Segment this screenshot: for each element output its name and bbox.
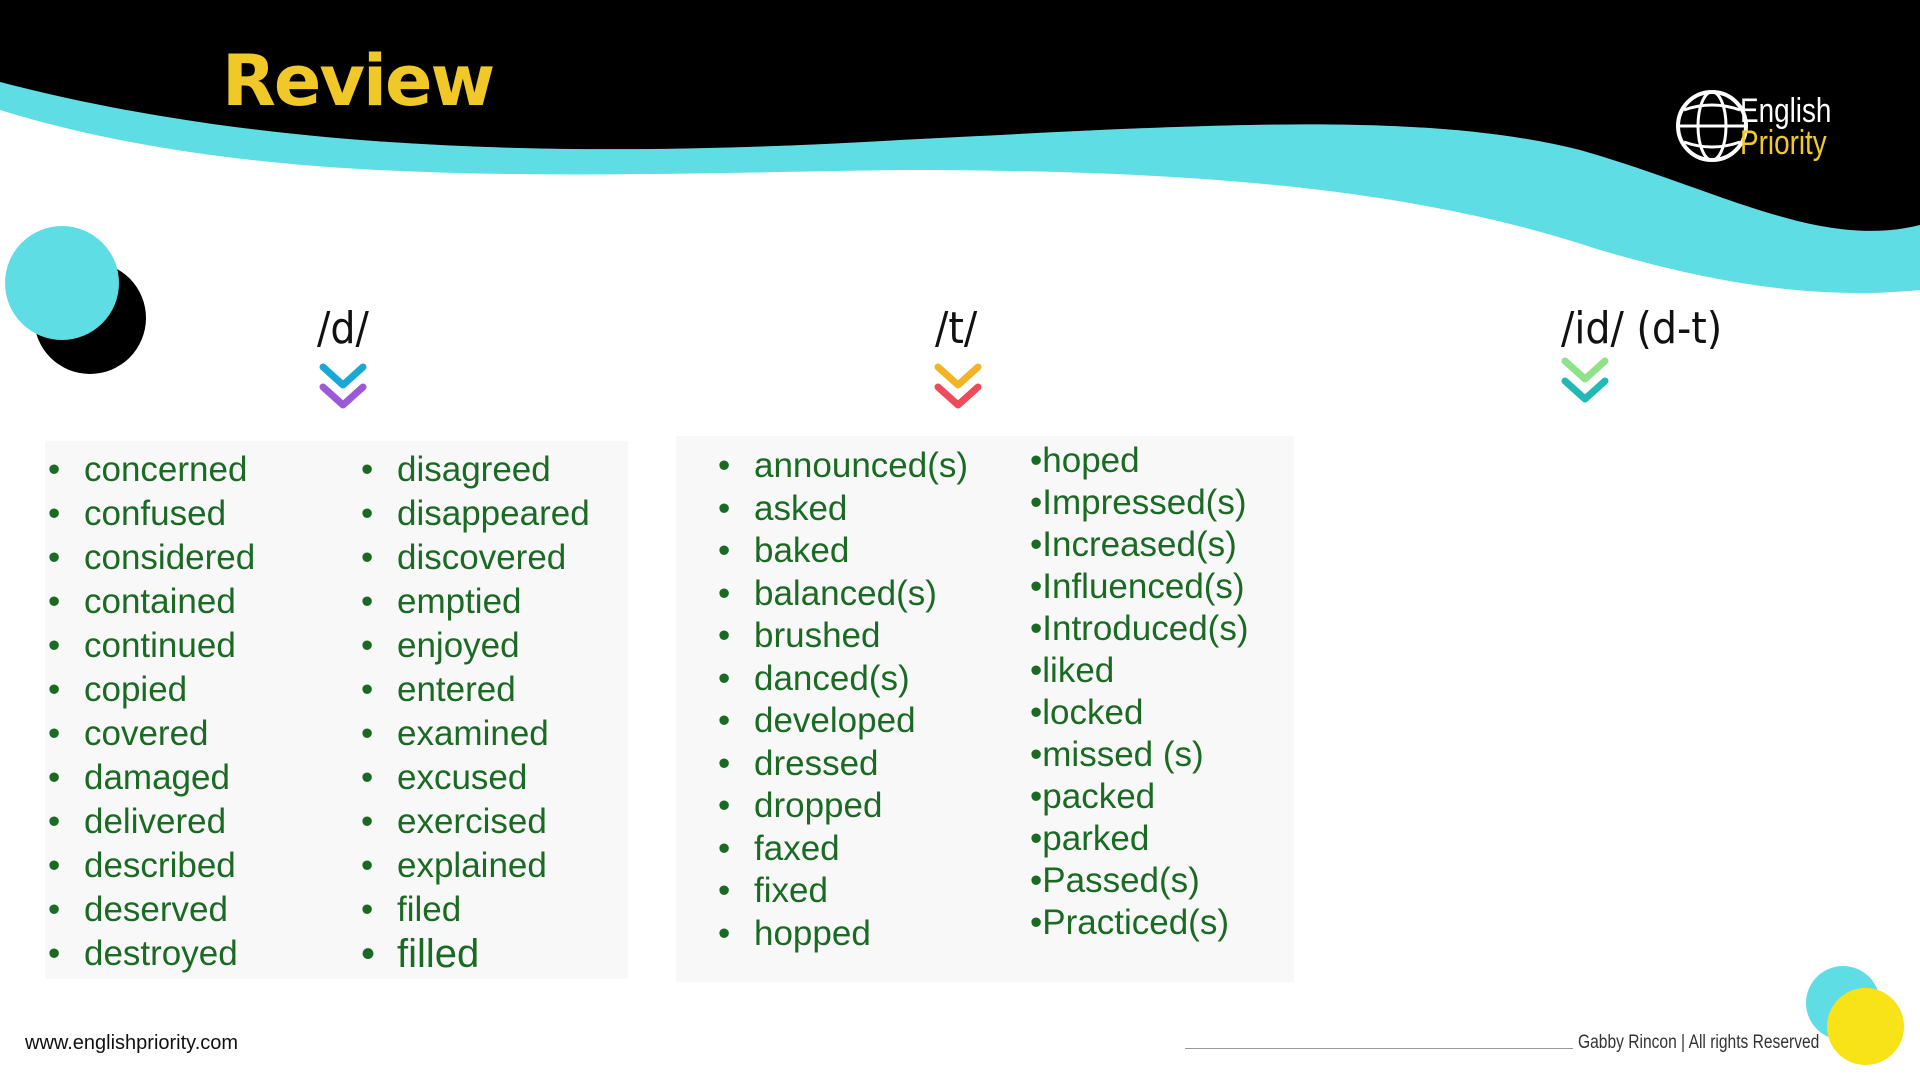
- list-item: • hopped: [718, 913, 968, 956]
- list-item: • copied: [48, 668, 255, 712]
- list-item: • filed: [361, 888, 590, 932]
- list-item: • covered: [48, 712, 255, 756]
- list-item-text: Passed(s): [1042, 861, 1200, 900]
- list-item: •locked: [1030, 693, 1144, 732]
- list-item-text: Increased(s): [1042, 525, 1237, 564]
- yellow-circle-bottom-decoration: [1827, 988, 1904, 1065]
- list-item: • danced(s): [718, 658, 968, 701]
- list-item-text: packed: [1042, 777, 1156, 816]
- list-item: •Passed(s): [1030, 861, 1200, 900]
- list-item-text: Impressed(s): [1042, 483, 1247, 522]
- list-item: • brushed: [718, 615, 968, 658]
- list-item: • disappeared: [361, 492, 590, 536]
- page-title: Review: [222, 40, 494, 122]
- list-item-text: Influenced(s): [1042, 567, 1245, 606]
- heading-d: /d/: [317, 303, 369, 354]
- list-item: •Increased(s): [1030, 525, 1237, 564]
- english-priority-logo: [1672, 86, 1832, 166]
- footer-url: www.englishpriority.com: [25, 1032, 239, 1054]
- list-item: • filled: [361, 932, 590, 976]
- list-item: • disagreed: [361, 448, 590, 492]
- logo-text-english: English: [1740, 92, 1832, 130]
- list-item-text: hoped: [1042, 441, 1140, 480]
- footer-credit: Gabby Rincon | All rights Reserved: [1578, 1032, 1820, 1053]
- list-item: • balanced(s): [718, 573, 968, 616]
- list-item: • continued: [48, 624, 255, 668]
- heading-t: /t/: [935, 303, 978, 354]
- d-word-list-1: [48, 448, 255, 976]
- double-chevron-down-icon: [1559, 355, 1611, 407]
- list-item: • emptied: [361, 580, 590, 624]
- d-word-list-2: [361, 448, 590, 976]
- list-item: •Influenced(s): [1030, 567, 1245, 606]
- list-item-text: liked: [1042, 651, 1115, 690]
- list-item: • considered: [48, 536, 255, 580]
- list-item: • damaged: [48, 756, 255, 800]
- list-item: •missed (s): [1030, 735, 1204, 774]
- list-item: • developed: [718, 700, 968, 743]
- list-item: •packed: [1030, 777, 1156, 816]
- list-item: • explained: [361, 844, 590, 888]
- list-item: • fixed: [718, 870, 968, 913]
- list-item: • faxed: [718, 828, 968, 871]
- t-word-list-2: [1030, 440, 1248, 944]
- list-item: •Introduced(s): [1030, 609, 1249, 648]
- list-item: • excused: [361, 756, 590, 800]
- list-item: • announced(s): [718, 445, 968, 488]
- list-item: • dropped: [718, 785, 968, 828]
- list-item: • baked: [718, 530, 968, 573]
- list-item: • exercised: [361, 800, 590, 844]
- list-item: • examined: [361, 712, 590, 756]
- list-item: • entered: [361, 668, 590, 712]
- list-item: • destroyed: [48, 932, 255, 976]
- list-item: • asked: [718, 488, 968, 531]
- heading-id: /id/ (d-t): [1561, 303, 1723, 354]
- list-item-text: Introduced(s): [1042, 609, 1249, 648]
- list-item: •hoped: [1030, 441, 1140, 480]
- list-item-text: locked: [1042, 693, 1144, 732]
- list-item: • described: [48, 844, 255, 888]
- list-item: • enjoyed: [361, 624, 590, 668]
- logo-text-priority: Priority: [1740, 124, 1827, 162]
- double-chevron-down-icon: [932, 361, 984, 413]
- list-item: •Impressed(s): [1030, 483, 1247, 522]
- list-item-text: missed (s): [1042, 735, 1204, 774]
- double-chevron-down-icon: [317, 361, 369, 413]
- list-item: • contained: [48, 580, 255, 624]
- cyan-circle-decoration: [5, 226, 119, 340]
- list-item: • concerned: [48, 448, 255, 492]
- footer-divider: [1185, 1048, 1573, 1049]
- list-item: • delivered: [48, 800, 255, 844]
- list-item: • deserved: [48, 888, 255, 932]
- list-item: •liked: [1030, 651, 1115, 690]
- list-item: •Practiced(s): [1030, 903, 1229, 942]
- list-item-text: parked: [1042, 819, 1150, 858]
- t-word-list-1: [718, 445, 968, 955]
- list-item: • confused: [48, 492, 255, 536]
- list-item: •parked: [1030, 819, 1150, 858]
- list-item: • dressed: [718, 743, 968, 786]
- list-item: • discovered: [361, 536, 590, 580]
- list-item-text: Practiced(s): [1042, 903, 1229, 942]
